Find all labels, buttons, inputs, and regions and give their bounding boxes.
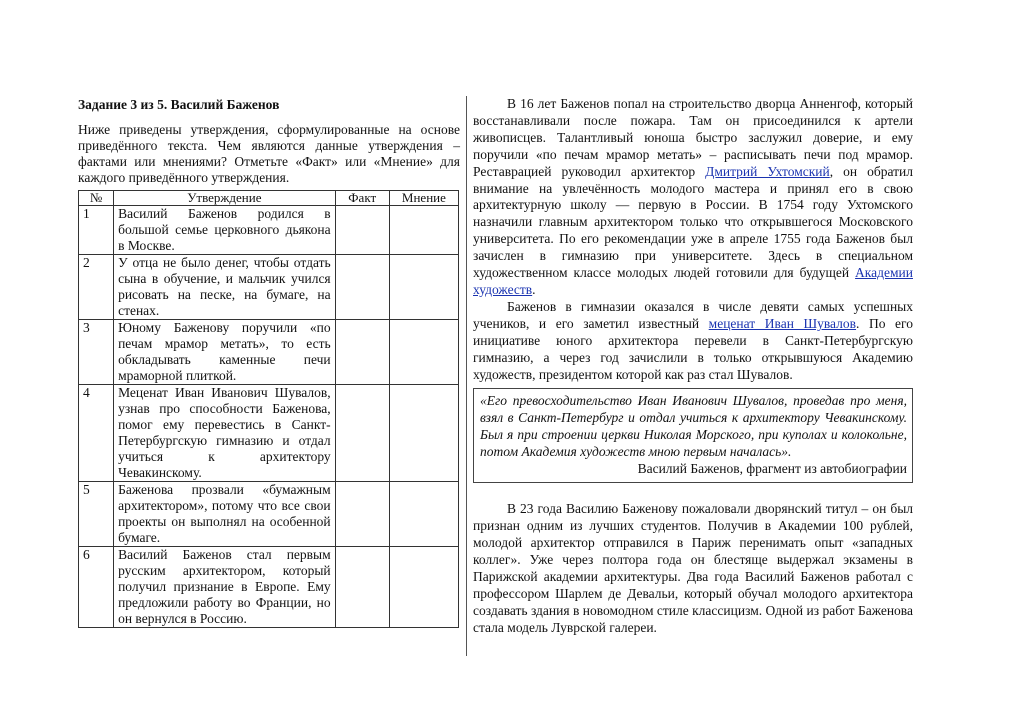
- article-paragraph-2: [473, 299, 913, 384]
- row-number: 3: [79, 320, 114, 385]
- task-instructions: Ниже приведены утверждения, сформулированные на основе приведённого текста. Чем являются данные утверждения – фактами или мнениями? Отметьте «Факт» или «Мнение» для каждого приведённого утверждения.: [78, 122, 460, 185]
- table-row: [79, 320, 459, 385]
- link-patron-ivan-shuvalov[interactable]: меценат Иван Шувалов: [708, 315, 857, 331]
- fact-cell[interactable]: [335, 320, 389, 385]
- article-paragraph-3: В 23 года Василию Баженову пожаловали дворянский титул – он был признан одним из лучших студентов. Получив в Академии 100 рублей, молодой архитектор отправился в Париж перенимать опыт «западных коллег». Уже через полтора года он блестяще выдержал экзамены в Парижской академии архитектуры. Два года Василий Баженов работал с профессором Шарлем де Девальи, который обучал молодого архитектора создавать здания в новомодном стиле классицизм. Одной из работ Баженова стала модель Луврской галереи.: [473, 501, 913, 635]
- row-statement: Юному Баженову поручили «по печам мрамор метать», то есть обкладывать каменные печи мраморной плиткой.: [114, 320, 336, 385]
- paragraph-text: . По его инициативе юного архитектора перевели в Санкт-Петербургскую гимназию, а через год зачислили в только открывшуюся Академию художеств, президентом которой как раз стал Шувалов.: [473, 315, 913, 382]
- fact-cell[interactable]: [335, 255, 389, 320]
- link-dmitry-ukhtomsky[interactable]: Дмитрий Ухтомский: [705, 163, 830, 179]
- statements-table: [78, 190, 459, 628]
- table-row: [79, 547, 459, 628]
- header-opinion: Мнение: [389, 191, 458, 206]
- task-column: [78, 96, 460, 628]
- fact-cell[interactable]: [335, 482, 389, 547]
- opinion-cell[interactable]: [389, 320, 458, 385]
- fact-cell[interactable]: [335, 385, 389, 482]
- row-statement: Меценат Иван Иванович Шувалов, узнав про способности Баженова, помог ему перевестись в Санкт-Петербургскую гимназию и отдал учиться к архитектору Чевакинскому.: [114, 385, 336, 482]
- header-statement: Утверждение: [114, 191, 336, 206]
- opinion-cell[interactable]: [389, 482, 458, 547]
- article-column: [473, 96, 913, 637]
- opinion-cell[interactable]: [389, 547, 458, 628]
- row-statement: Василий Баженов родился в большой семье церковного дьякона в Москве.: [114, 206, 336, 255]
- paragraph-text: В 16 лет Баженов попал на строительство дворца Анненгоф, который восстанавливали после пожара. Там он присоединился к артели живописцев. Талантливый юноша быстро заслужил доверие, и ему поручили «по печам мрамор метать» – расписывать печи под мрамор. Реставрацией руководил архитектор: [473, 96, 913, 179]
- row-number: 5: [79, 482, 114, 547]
- paragraph-text: Баженов в гимназии оказался в числе девяти самых успешных учеников, и его заметил известный: [473, 298, 913, 331]
- header-num: №: [79, 191, 114, 206]
- row-number: 6: [79, 547, 114, 628]
- row-number: 1: [79, 206, 114, 255]
- row-number: 4: [79, 385, 114, 482]
- task-title: Задание 3 из 5. Василий Баженов: [78, 97, 280, 112]
- opinion-cell[interactable]: [389, 385, 458, 482]
- quote-box: [473, 388, 913, 483]
- table-row: [79, 385, 459, 482]
- fact-cell[interactable]: [335, 206, 389, 255]
- row-statement: Баженова прозвали «бумажным архитектором», потому что все свои проекты он выполнял на особенной бумаге.: [114, 482, 336, 547]
- opinion-cell[interactable]: [389, 255, 458, 320]
- link-academy-of-arts[interactable]: Академии художеств: [473, 265, 913, 297]
- table-row: [79, 206, 459, 255]
- paragraph-text: .: [532, 281, 536, 297]
- quote-source: Василий Баженов, фрагмент из автобиографии: [637, 461, 907, 477]
- table-header-row: [79, 191, 459, 206]
- header-fact: Факт: [335, 191, 389, 206]
- paragraph-text: , он обратил внимание на увлечённость молодого мастера и принял его в свою архитектурную школу — первую в России. В 1754 году Ухтомского назначили главным архитектором только что открывшегося Московского университета. По его рекомендации уже в апреле 1755 года Баженов был зачислен в гимназию при университете. Здесь в специальном художественном классе молодых людей готовили для будущей: [473, 163, 913, 281]
- fact-cell[interactable]: [335, 547, 389, 628]
- row-statement: Василий Баженов стал первым русским архитектором, который получил признание в Европе. Ему предложили работу во Франции, но он вернулся в Россию.: [114, 547, 336, 628]
- quote-text: «Его превосходительство Иван Иванович Шувалов, проведав про меня, взял в Санкт-Петербург и отдал учиться к архитектору Чевакинскому. Был я при строении церкви Николая Морского, при куполах и колокольне, потом Академия художеств мною первым началась».: [480, 393, 907, 460]
- article-paragraph-1: [473, 96, 913, 299]
- row-number: 2: [79, 255, 114, 320]
- table-row: [79, 255, 459, 320]
- column-divider: [466, 96, 467, 656]
- table-row: [79, 482, 459, 547]
- opinion-cell[interactable]: [389, 206, 458, 255]
- row-statement: У отца не было денег, чтобы отдать сына в обучение, и мальчик учился рисовать на песке, на бумаге, на стенах.: [114, 255, 336, 320]
